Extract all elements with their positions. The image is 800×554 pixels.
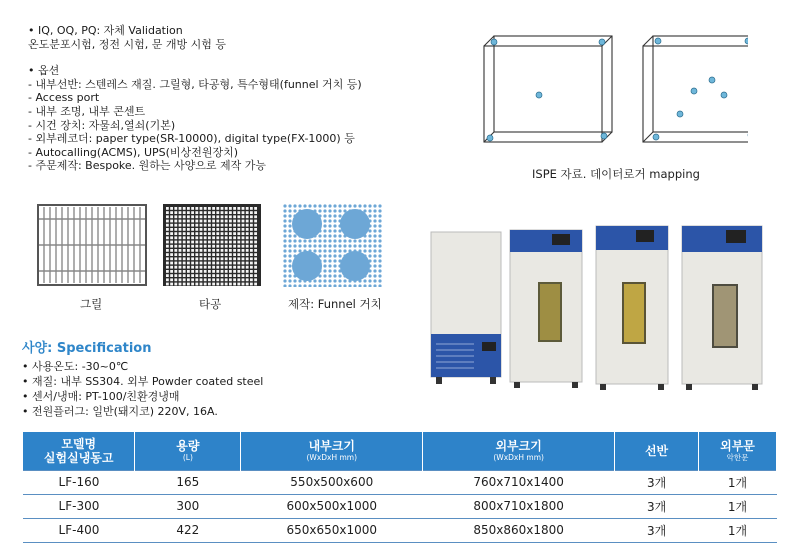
table-row [23, 470, 777, 494]
table-cell: LF-400 [23, 518, 135, 542]
spec-item: • 재질: 내부 SS304. 외부 Powder coated steel [22, 375, 264, 388]
mapping-caption: ISPE 자료. 데이터로거 mapping [532, 167, 700, 181]
table-cell: LF-160 [23, 470, 135, 494]
freezer-product-photo [426, 222, 782, 390]
table-cell: 3개 [615, 470, 699, 494]
table-header-row [23, 432, 777, 470]
table-cell: 850x860x1800 [423, 518, 615, 542]
table-row [23, 518, 777, 542]
perforated-shelf-image [162, 203, 262, 287]
spec-table [23, 432, 777, 543]
table-cell: 422 [135, 518, 241, 542]
column-header-external-size: 외부크기 (WxDxH mm) [423, 432, 615, 470]
grill-shelf-image [36, 203, 148, 287]
table-cell: 1개 [699, 470, 777, 494]
spec-heading: 사양: Specification [22, 341, 152, 356]
option-item: - 내부 조명, 내부 콘센트 [28, 104, 146, 118]
spec-item: • 전원플러그: 일반(돼지코) 220V, 16A. [22, 405, 218, 418]
table-cell: LF-300 [23, 494, 135, 518]
table-cell: 3개 [615, 518, 699, 542]
column-header-door: 외부문 악한문 [699, 432, 777, 470]
table-cell: 800x710x1800 [423, 494, 615, 518]
option-item: - 내부선반: 스텐레스 재질. 그릴형, 타공형, 특수형태(funnel 거치 등) [28, 77, 362, 91]
option-item: - 시건 장치: 자물쇠,열쇠(기본) [28, 118, 176, 132]
spec-item: • 센서/냉매: PT-100/친환경냉매 [22, 390, 180, 403]
column-header-model: 모델명 실험실냉동고 [23, 432, 135, 470]
option-item: - Access port [28, 91, 100, 105]
mapping-cube-diagram [468, 28, 748, 158]
table-cell: 3개 [615, 494, 699, 518]
column-header-internal-size: 내부크기 (WxDxH mm) [241, 432, 423, 470]
table-cell: 550x500x600 [241, 470, 423, 494]
column-header-shelves: 선반 [615, 432, 699, 470]
option-item: - 외부레코더: paper type(SR-10000), digital type(FX-1000) 등 [28, 132, 355, 146]
table-row [23, 494, 777, 518]
table-cell: 300 [135, 494, 241, 518]
options-title: • 옵션 [28, 64, 60, 78]
funnel-shelf-image [282, 203, 382, 287]
funnel-caption: 제작: Funnel 거치 [288, 297, 382, 311]
spec-list [22, 359, 263, 419]
table-cell: 1개 [699, 494, 777, 518]
grill-caption: 그릴 [80, 297, 103, 311]
table-cell: 760x710x1400 [423, 470, 615, 494]
option-item: - 주문제작: Bespoke. 원하는 사양으로 제작 가능 [28, 159, 267, 173]
table-cell: 650x650x1000 [241, 518, 423, 542]
table-cell: 1개 [699, 518, 777, 542]
column-header-capacity: 용량 (L) [135, 432, 241, 470]
validation-title: • IQ, OQ, PQ: 자체 Validation [28, 24, 183, 37]
table-cell: 600x500x1000 [241, 494, 423, 518]
option-item: - Autocalling(ACMS), UPS(비상전원장치) [28, 145, 238, 159]
validation-detail: 온도분포시험, 정전 시험, 문 개방 시험 등 [28, 37, 226, 51]
options-text-block [28, 24, 362, 173]
perforated-caption: 타공 [199, 297, 222, 311]
spec-item: • 사용온도: -30~0℃ [22, 360, 129, 373]
table-cell: 165 [135, 470, 241, 494]
